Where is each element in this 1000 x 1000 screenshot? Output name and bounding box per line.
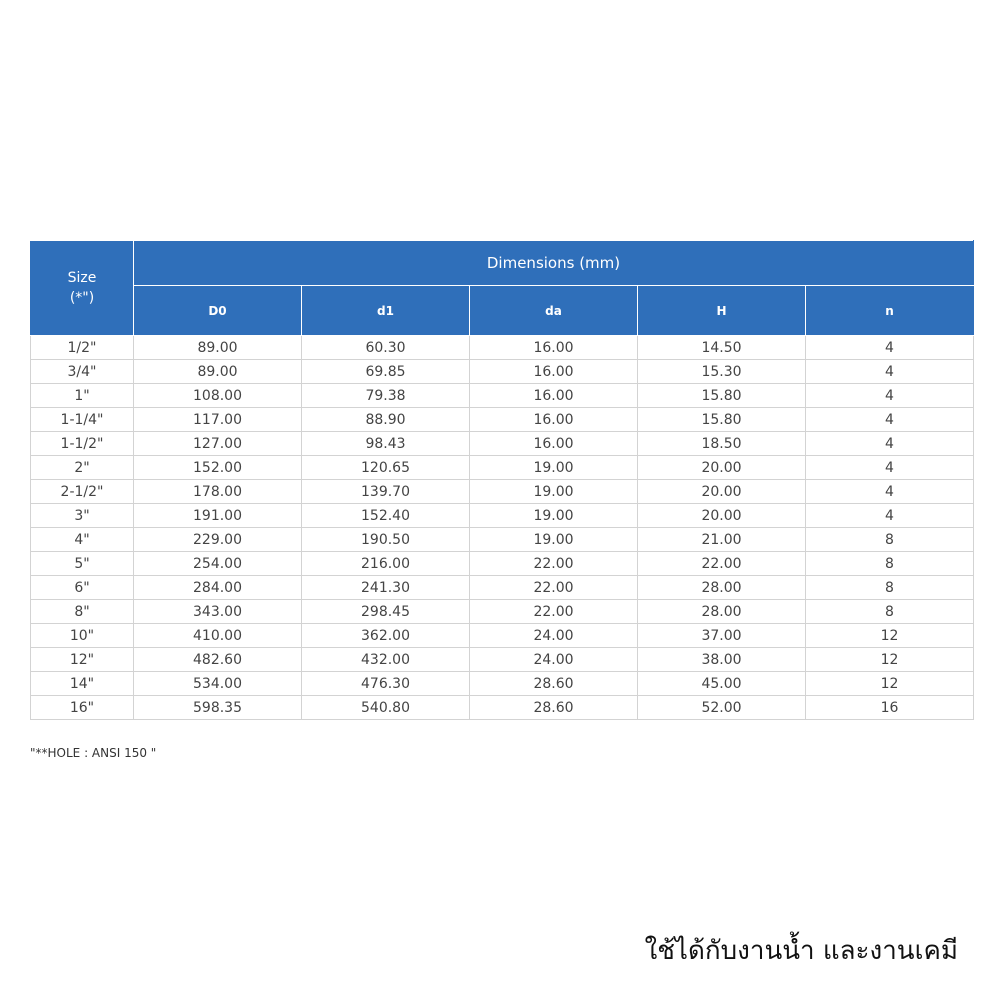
cell-d1: 152.40	[302, 504, 470, 528]
cell-d1: 476.30	[302, 672, 470, 696]
cell-d1: 88.90	[302, 408, 470, 432]
cell-d1: 79.38	[302, 384, 470, 408]
cell-d0: 191.00	[134, 504, 302, 528]
cell-d0: 482.60	[134, 648, 302, 672]
cell-h: 15.80	[638, 384, 806, 408]
table-row	[31, 648, 974, 672]
header-row-top	[31, 241, 974, 286]
cell-d0: 410.00	[134, 624, 302, 648]
cell-d1: 216.00	[302, 552, 470, 576]
cell-da: 16.00	[470, 384, 638, 408]
cell-n: 4	[806, 360, 974, 384]
table-body	[31, 336, 974, 720]
cell-d1: 362.00	[302, 624, 470, 648]
cell-d0: 117.00	[134, 408, 302, 432]
usage-footer: ใช้ได้กับงานน้ำ และงานเคมี	[644, 936, 958, 966]
table-row	[31, 336, 974, 360]
cell-d1: 120.65	[302, 456, 470, 480]
cell-da: 24.00	[470, 624, 638, 648]
cell-d0: 598.35	[134, 696, 302, 720]
size-header	[31, 241, 134, 336]
cell-h: 15.30	[638, 360, 806, 384]
cell-size: 1/2"	[31, 336, 134, 360]
size-header-label: Size	[67, 270, 97, 286]
hole-note: "**HOLE : ANSI 150 "	[30, 746, 157, 760]
column-header-da: da	[470, 286, 638, 336]
cell-n: 8	[806, 528, 974, 552]
cell-size: 2"	[31, 456, 134, 480]
cell-size: 3"	[31, 504, 134, 528]
cell-d0: 254.00	[134, 552, 302, 576]
cell-h: 45.00	[638, 672, 806, 696]
cell-da: 28.60	[470, 672, 638, 696]
table-row	[31, 600, 974, 624]
cell-size: 4"	[31, 528, 134, 552]
cell-d0: 89.00	[134, 360, 302, 384]
cell-n: 4	[806, 408, 974, 432]
cell-h: 20.00	[638, 456, 806, 480]
cell-size: 16"	[31, 696, 134, 720]
table-row	[31, 432, 974, 456]
cell-h: 28.00	[638, 576, 806, 600]
table-row	[31, 528, 974, 552]
cell-d0: 89.00	[134, 336, 302, 360]
cell-d1: 432.00	[302, 648, 470, 672]
cell-da: 19.00	[470, 504, 638, 528]
cell-h: 37.00	[638, 624, 806, 648]
cell-h: 20.00	[638, 504, 806, 528]
cell-size: 1-1/4"	[31, 408, 134, 432]
cell-h: 22.00	[638, 552, 806, 576]
cell-n: 4	[806, 384, 974, 408]
column-header-n: n	[806, 286, 974, 336]
cell-da: 22.00	[470, 600, 638, 624]
size-header-unit: (*")	[69, 290, 95, 306]
dimensions-table	[30, 240, 974, 720]
cell-da: 22.00	[470, 552, 638, 576]
column-header-d0: D0	[134, 286, 302, 336]
cell-h: 21.00	[638, 528, 806, 552]
cell-d0: 343.00	[134, 600, 302, 624]
column-header-h: H	[638, 286, 806, 336]
cell-h: 20.00	[638, 480, 806, 504]
cell-d0: 284.00	[134, 576, 302, 600]
cell-size: 14"	[31, 672, 134, 696]
table-row	[31, 672, 974, 696]
cell-h: 14.50	[638, 336, 806, 360]
cell-n: 12	[806, 648, 974, 672]
cell-size: 6"	[31, 576, 134, 600]
table-row	[31, 576, 974, 600]
table-row	[31, 360, 974, 384]
cell-da: 16.00	[470, 408, 638, 432]
cell-size: 5"	[31, 552, 134, 576]
cell-da: 16.00	[470, 432, 638, 456]
cell-n: 4	[806, 456, 974, 480]
cell-d1: 241.30	[302, 576, 470, 600]
cell-h: 38.00	[638, 648, 806, 672]
cell-da: 19.00	[470, 480, 638, 504]
column-header-d1: d1	[302, 286, 470, 336]
cell-d1: 190.50	[302, 528, 470, 552]
table-row	[31, 456, 974, 480]
cell-n: 8	[806, 600, 974, 624]
cell-size: 10"	[31, 624, 134, 648]
cell-n: 4	[806, 336, 974, 360]
cell-size: 1"	[31, 384, 134, 408]
cell-da: 19.00	[470, 528, 638, 552]
cell-h: 28.00	[638, 600, 806, 624]
cell-size: 3/4"	[31, 360, 134, 384]
table-row	[31, 696, 974, 720]
cell-size: 12"	[31, 648, 134, 672]
cell-size: 8"	[31, 600, 134, 624]
cell-n: 4	[806, 432, 974, 456]
table-row	[31, 504, 974, 528]
table-row	[31, 384, 974, 408]
cell-d0: 178.00	[134, 480, 302, 504]
cell-n: 4	[806, 504, 974, 528]
cell-n: 12	[806, 624, 974, 648]
cell-d1: 540.80	[302, 696, 470, 720]
cell-n: 4	[806, 480, 974, 504]
table-row	[31, 552, 974, 576]
table-row	[31, 624, 974, 648]
cell-size: 1-1/2"	[31, 432, 134, 456]
cell-d0: 152.00	[134, 456, 302, 480]
cell-da: 22.00	[470, 576, 638, 600]
cell-n: 8	[806, 552, 974, 576]
cell-d1: 98.43	[302, 432, 470, 456]
cell-size: 2-1/2"	[31, 480, 134, 504]
table-row	[31, 408, 974, 432]
cell-d0: 108.00	[134, 384, 302, 408]
cell-da: 16.00	[470, 336, 638, 360]
cell-d1: 298.45	[302, 600, 470, 624]
cell-h: 15.80	[638, 408, 806, 432]
cell-da: 16.00	[470, 360, 638, 384]
cell-n: 8	[806, 576, 974, 600]
header-row-columns	[31, 286, 974, 336]
cell-n: 16	[806, 696, 974, 720]
cell-d1: 60.30	[302, 336, 470, 360]
cell-da: 28.60	[470, 696, 638, 720]
cell-d0: 127.00	[134, 432, 302, 456]
table-row	[31, 480, 974, 504]
cell-h: 18.50	[638, 432, 806, 456]
cell-da: 24.00	[470, 648, 638, 672]
cell-n: 12	[806, 672, 974, 696]
cell-da: 19.00	[470, 456, 638, 480]
cell-d1: 139.70	[302, 480, 470, 504]
cell-d0: 534.00	[134, 672, 302, 696]
dimensions-header: Dimensions (mm)	[134, 241, 974, 286]
cell-d1: 69.85	[302, 360, 470, 384]
cell-d0: 229.00	[134, 528, 302, 552]
cell-h: 52.00	[638, 696, 806, 720]
